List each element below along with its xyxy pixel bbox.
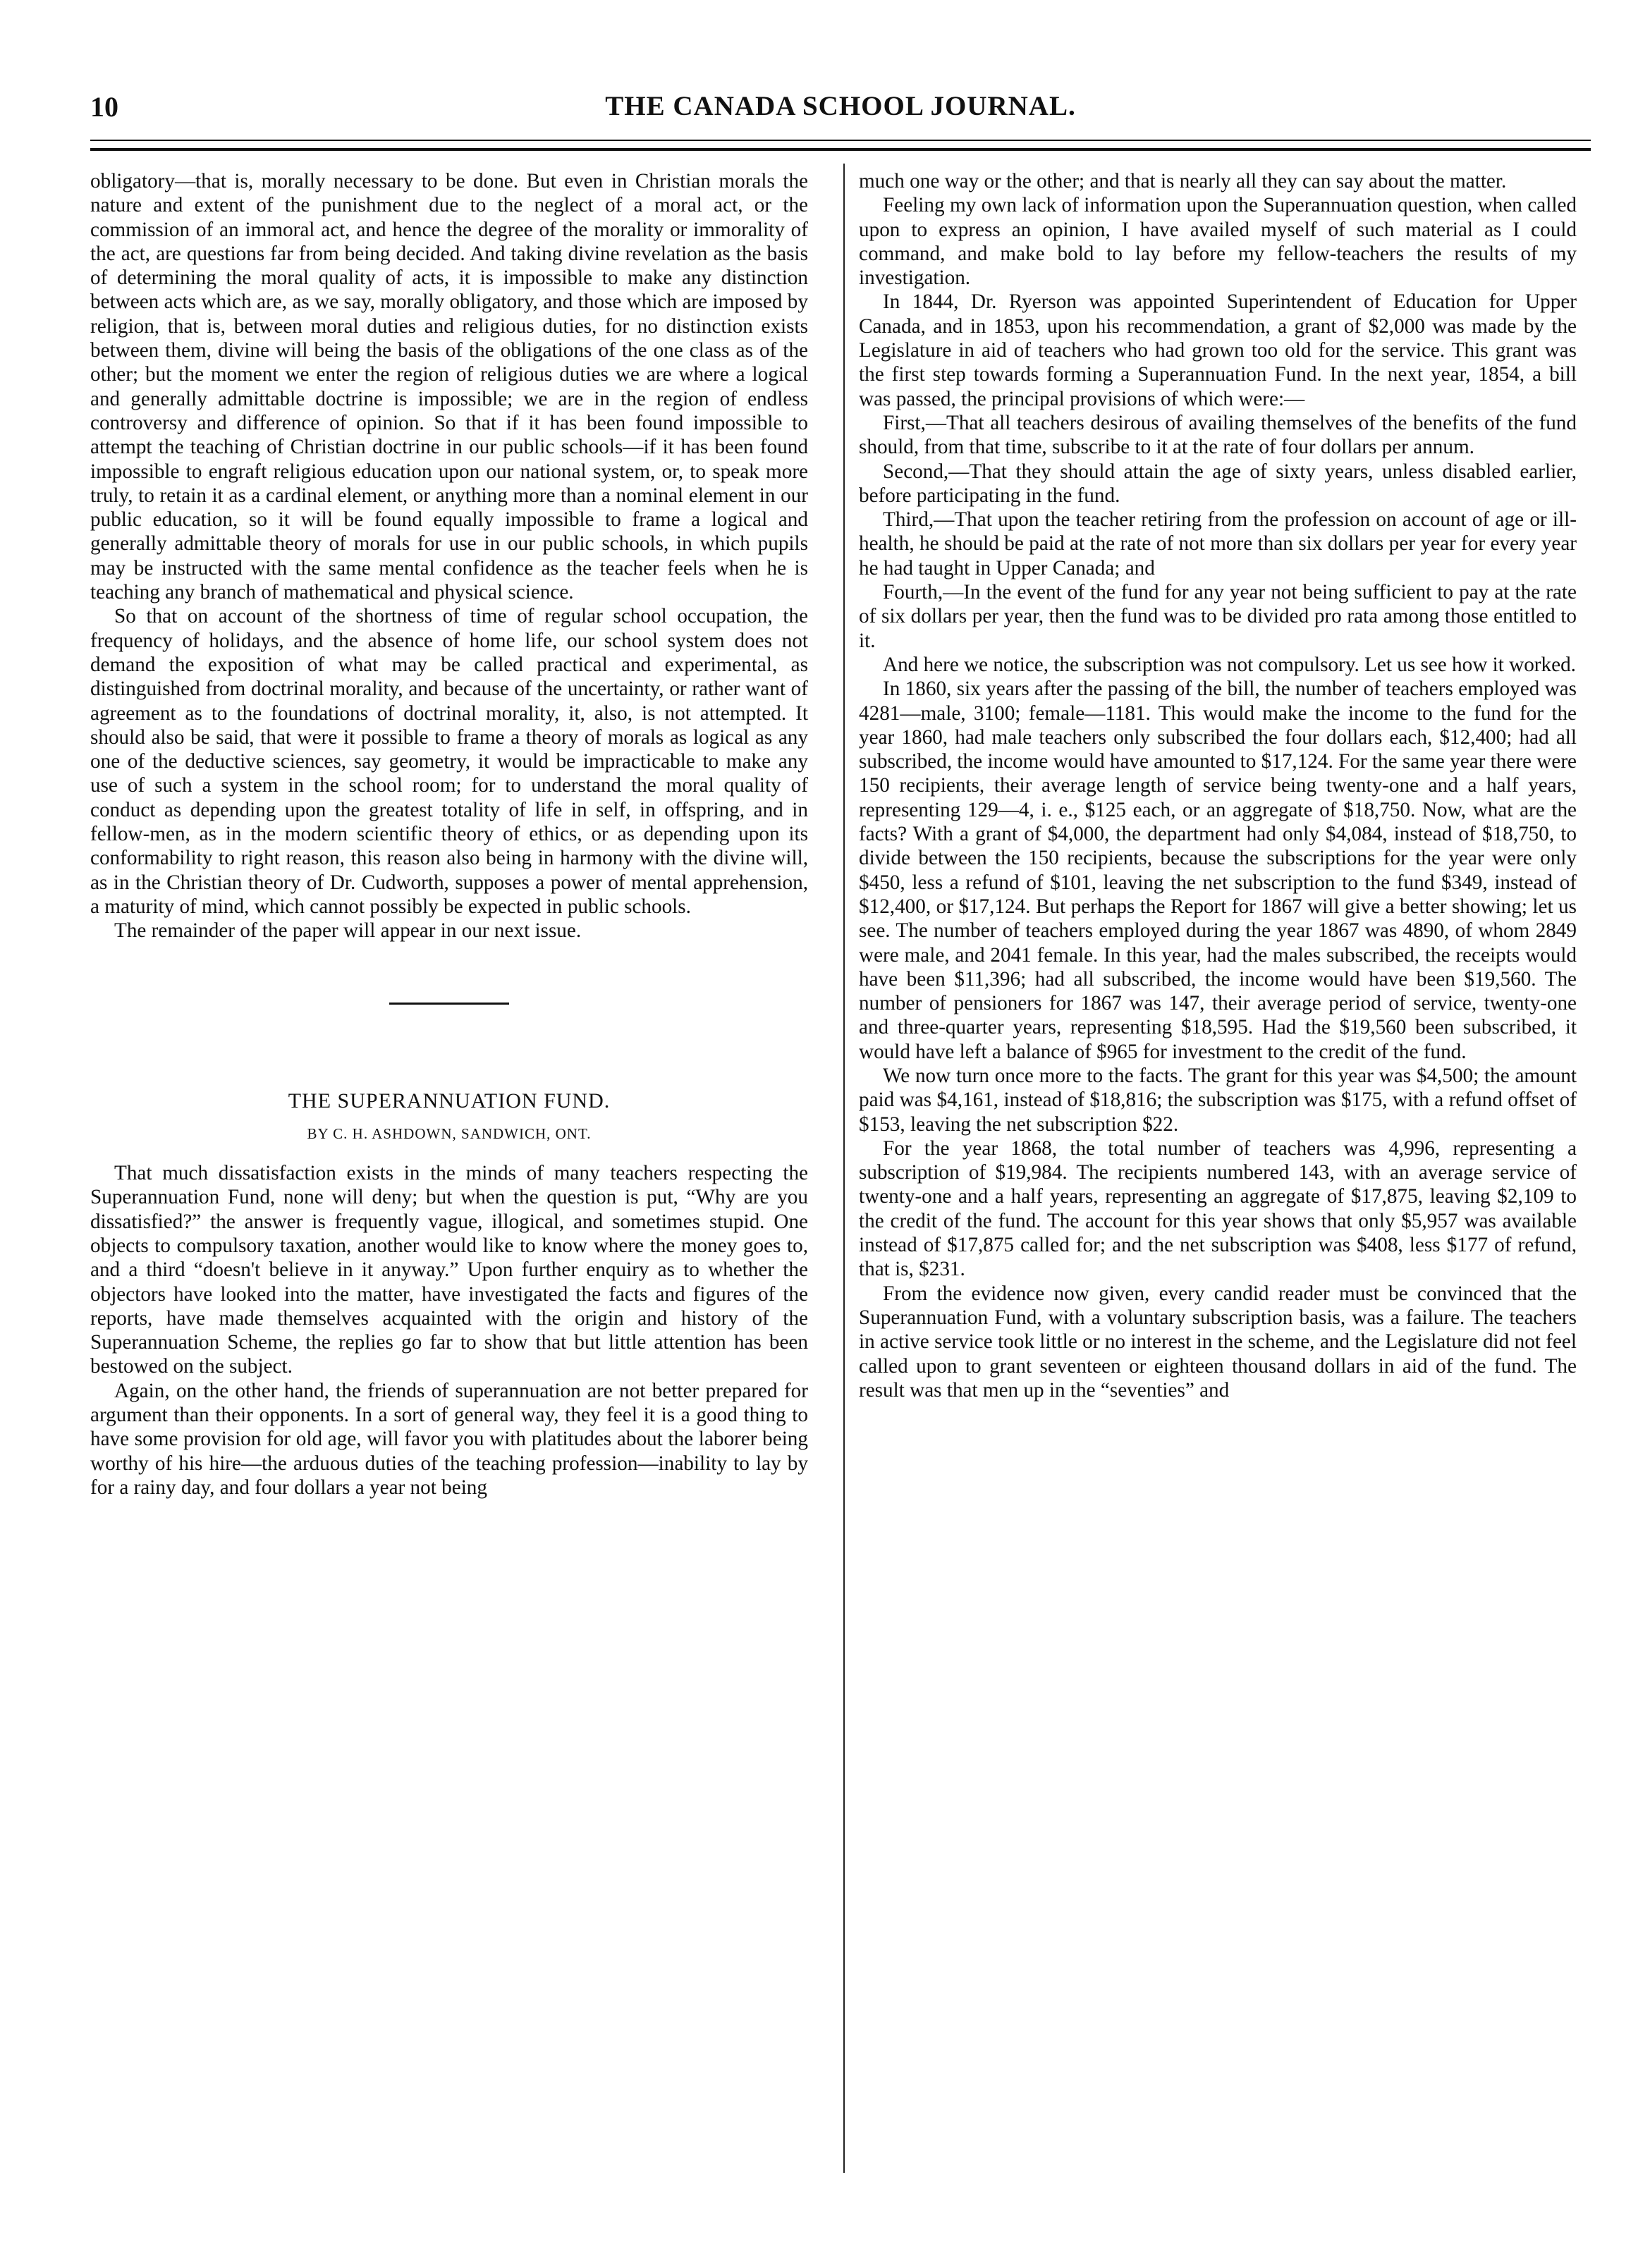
paragraph: Second,—That they should attain the age of sixty years, unless disabled earlier, before participating in the fund.	[859, 460, 1577, 507]
paragraph: And here we notice, the subscription was not compulsory. Let us see how it worked.	[883, 653, 1576, 676]
right-column	[859, 169, 1577, 1402]
header-rule-thick	[90, 148, 1591, 151]
paragraph: obligatory—that is, morally necessary to be done. But even in Christian morals the nature and extent of the punishment due to the neglect of a moral act, or the commission of an immoral act, and hence the degree of the morality or immorality of the act, are questions far from being decided. And taking divine revelation as the basis of determining the moral quality of acts, it is impossible to make any distinction between acts which are, as we say, morally obligatory, and those which are imposed by religion, that is, between moral duties and religious duties, for no distinction exists between them, divine will being the basis of the obligations of the one class as of the other; but the moment we enter the region of religious duties we are where a logical and generally admittable doctrine is impossible; we are in the region of endless controversy and difference of opinion. So that if it has been found impossible to attempt the teaching of Christian doctrine in our public schools—if it has been found impossible to engraft religious education upon our national system, or, to speak more truly, to retain it as a cardinal element, or anything more than a nominal element in our public education, so it will be found equally impossible to frame a logical and generally admittable theory of morals for use in our public schools, in which pupils may be instructed with the same mental confidence as the teacher feels when he is teaching any branch of mathematical and physical science.	[90, 170, 808, 604]
column-divider	[843, 164, 845, 2173]
page-number: 10	[90, 91, 118, 123]
paragraph: From the evidence now given, every candid reader must be convinced that the Superannuation Fund, with a voluntary subscription basis, was a failure. The teachers in active service took little or no interest in the scheme, and the Legislature did not feel called upon to grant seventeen or eighteen thousand dollars in aid of the fund. The result was that men up in the “seventies” and	[859, 1282, 1577, 1402]
page-header	[90, 90, 1591, 133]
paragraph: First,—That all teachers desirous of availing themselves of the benefits of the fund should, from that time, subscribe to it at the rate of four dollars per annum.	[859, 411, 1577, 459]
paragraph: Fourth,—In the event of the fund for any year not being sufficient to pay at the rate of six dollars per year, then the fund was to be divided pro rata among those entitled to it.	[859, 581, 1577, 652]
paragraph: Third,—That upon the teacher retiring from the profession on account of age or ill-health, he should be paid at the rate of not more than six dollars per year for every year he had taught in Upper Canada; and	[859, 508, 1577, 580]
section-divider	[389, 1003, 509, 1005]
paragraph: In 1844, Dr. Ryerson was appointed Superintendent of Education for Upper Canada, and in 1853, upon his recommendation, a grant of $2,000 was made by the Legislature in aid of teachers who had grown too old for the service. This grant was the first step towards forming a Superannuation Fund. In the next year, 1854, a bill was passed, the principal provisions of which were:—	[859, 290, 1577, 410]
paragraph: Again, on the other hand, the friends of superannuation are not better prepared for argument than their opponents. In a sort of general way, they feel it is a good thing to have some provision for old age, will favor you with platitudes about the laborer being worthy of his hire—the arduous duties of the teaching profession—inability to lay by for a rainy day, and four dollars a year not being	[90, 1379, 808, 1499]
paragraph: For the year 1868, the total number of teachers was 4,996, representing a subscription of $19,984. The recipients numbered 143, with an average service of twenty-one and a half years, representing an aggregate of $17,875, leaving $2,109 to the credit of the fund. The account for this year shows that only $5,957 was available instead of $17,875 called for; and the net subscription was $408, less $177 of refund, that is, $231.	[859, 1136, 1577, 1281]
paragraph: The remainder of the paper will appear in our next issue.	[114, 919, 582, 943]
article-title: THE SUPERANNUATION FUND.	[288, 1089, 611, 1112]
left-column	[90, 169, 808, 1500]
paragraph: We now turn once more to the facts. The grant for this year was $4,500; the amount paid was $4,161, instead of $18,816; the subscription was $175, with a refund offset of $153, leaving the net subscription $22.	[859, 1064, 1577, 1136]
paragraph: In 1860, six years after the passing of the bill, the number of teachers employed was 4281—male, 3100; female—1181. This would make the income to the fund for the year 1860, had male teachers only subscribed the four dollars each, $12,400; had all subscribed, the income would have amounted to $17,124. For the same year there were 150 recipients, their average length of service being twenty-one and a half years, representing 129—4, i. e., $125 each, or an aggregate of $18,750. Now, what are the facts? With a grant of $4,000, the department had only $4,084, instead of $18,750, to divide between the 150 recipients, because the subscriptions for the year were only $450, less a refund of $101, leaving the net subscription to the fund $349, instead of $12,400, or $17,124. But perhaps the Report for 1867 will give a better showing; let us see. The number of teachers employed during the year 1867 was 4890, of whom 2849 were male, and 2041 female. In this year, had the males subscribed, the receipts would have been $11,396; had all subscribed, the income would have been $19,560. The number of pensioners for 1867 was 147, their average period of service, twenty-one and three-quarter years, representing $18,595. Had the $19,560 been subscribed, it would have left a balance of $965 for investment to the credit of the fund.	[859, 678, 1577, 1063]
journal-title: THE CANADA SCHOOL JOURNAL.	[605, 91, 1076, 121]
article-byline: BY C. H. ASHDOWN, SANDWICH, ONT.	[307, 1124, 592, 1142]
header-rule	[90, 140, 1591, 141]
paragraph: So that on account of the shortness of time of regular school occupation, the frequency of holidays, and the absence of home life, our school system does not demand the exposition of what may be called practical and experimental, as distinguished from doctrinal morality, and because of the uncertainty, or rather want of agreement as to the foundations of doctrinal morality, it, also, is not attempted. It should also be said, that were it possible to frame a theory of morals as logical as any one of the deductive sciences, say geometry, it would be impracticable to make any use of such a system in the school room; for to understand the moral quality of conduct as depending upon the greatest totality of life in self, in offspring, and in fellow-men, as in the modern scientific theory of ethics, or as depending upon its conformability to right reason, this reason also being in harmony with the divine will, as in the Christian theory of Dr. Cudworth, supposes a power of mental apprehension, a maturity of mind, which cannot possibly be expected in public schools.	[90, 605, 808, 918]
paragraph: Feeling my own lack of information upon the Superannuation question, when called upon to express an opinion, I have availed myself of such material as I could command, and make bold to lay before my fellow-teachers the results of my investigation.	[859, 194, 1577, 290]
paragraph: much one way or the other; and that is nearly all they can say about the matter.	[859, 170, 1507, 192]
paragraph: That much dissatisfaction exists in the minds of many teachers respecting the Superannuation Fund, none will deny; but when the question is put, “Why are you dissatisfied?” the answer is frequently vague, illogical, and sometimes stupid. One objects to compulsory taxation, another would like to know where the money goes to, and a third “doesn't believe in it anyway.” Upon further enquiry as to whether the objectors have looked into the matter, have investigated the facts and figures of the reports, have made themselves acquainted with the origin and history of the Superannuation Scheme, the replies go far to show that but little attention has been bestowed on the subject.	[90, 1162, 808, 1378]
